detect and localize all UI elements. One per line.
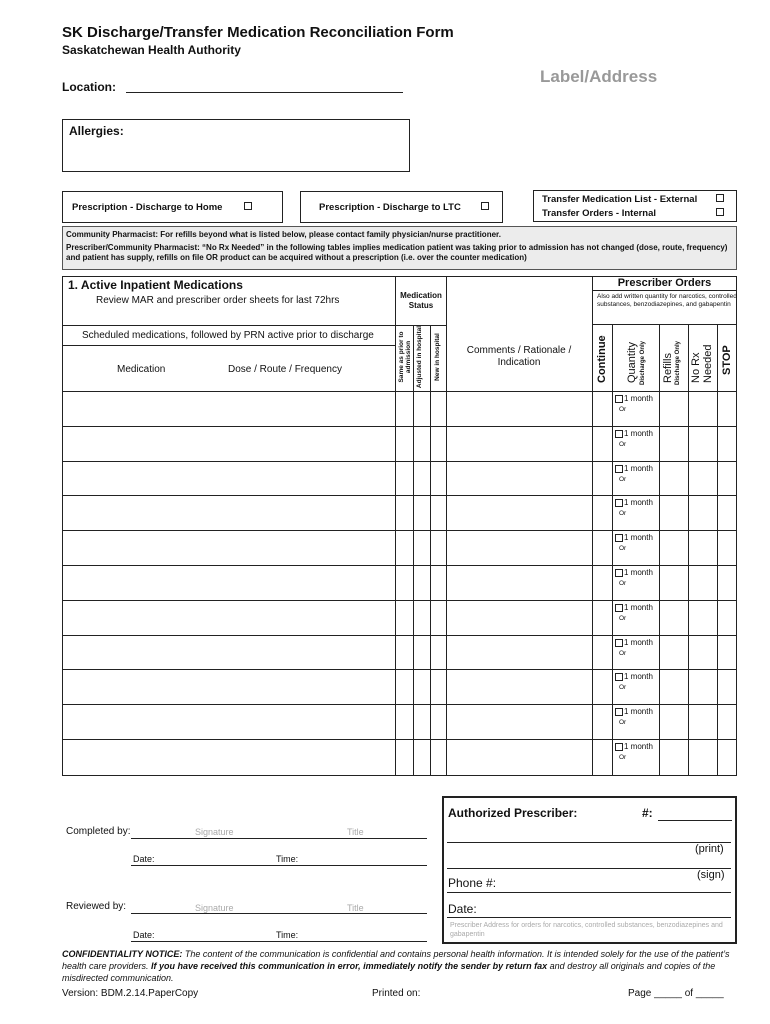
col-dose: Dose / Route / Frequency [228, 364, 342, 375]
discharge-home-checkbox[interactable] [244, 202, 252, 210]
or-label: Or [619, 614, 627, 622]
confidentiality-notice [62, 948, 732, 984]
confidentiality-text-1: The content of the communication is confidential and contains personal health information. It is intended solely for the use of the patient’s health care providers. [62, 949, 730, 971]
prescriber-header-divider [592, 290, 737, 291]
one-month-label: 1 month [624, 463, 653, 473]
col-adjusted: Adjusted in hospital [416, 325, 423, 389]
or-label: Or [619, 440, 627, 448]
prescriber-print-field[interactable] [447, 842, 731, 843]
one-month-checkbox[interactable] [615, 569, 623, 577]
confidentiality-bold: If you have received this communication in error, immediately notify the sender by return fax [151, 961, 548, 971]
section-subtitle: Review MAR and prescriber order sheets for last 72hrs [96, 295, 340, 306]
page-label: Page _____ of _____ [628, 988, 724, 999]
label-address: Label/Address [540, 67, 658, 86]
one-month-checkbox[interactable] [615, 534, 623, 542]
one-month-label: 1 month [624, 742, 653, 751]
confidentiality-lead: CONFIDENTIALITY NOTICE: [62, 949, 183, 959]
prescriber-note: Also add written quantity for narcotics, controlled substances, benzodiazepines, and gabapentin [597, 293, 737, 308]
completed-date-label: Date: [133, 854, 155, 864]
table-row[interactable] [62, 704, 737, 739]
table-row[interactable] [62, 739, 737, 774]
reviewed-by-label: Reviewed by: [66, 901, 127, 912]
one-month-checkbox[interactable] [615, 708, 623, 716]
notice-line-1: Community Pharmacist: For refills beyond what is listed below, please contact family physician/nurse practitioner. [66, 230, 501, 239]
table-row[interactable] [62, 530, 737, 565]
header-divider [62, 325, 395, 326]
prescriber-box [442, 796, 737, 944]
or-label: Or [619, 754, 627, 761]
one-month-label: 1 month [624, 707, 653, 717]
one-month-checkbox[interactable] [615, 430, 623, 438]
location-field[interactable] [126, 92, 403, 93]
allergies-label: Allergies: [69, 124, 124, 138]
confidentiality-text-2: and destroy all originals and copies of the misdirected communication. [62, 961, 716, 983]
table-row[interactable] [62, 669, 737, 704]
table-row[interactable] [62, 391, 737, 426]
allergies-box[interactable] [62, 119, 410, 172]
version-label: Version: BDM.2.14.PaperCopy [62, 988, 199, 999]
discharge-ltc-label: Prescription - Discharge to LTC [319, 202, 461, 213]
col-medication: Medication [117, 364, 166, 375]
one-month-label: 1 month [624, 672, 653, 682]
table-row[interactable] [62, 495, 737, 530]
table-row[interactable] [62, 426, 737, 461]
completed-signature-hint: Signature [195, 827, 234, 837]
table-row[interactable] [62, 635, 737, 670]
one-month-label: 1 month [624, 568, 653, 577]
one-month-checkbox[interactable] [615, 639, 623, 647]
reviewed-date-label: Date: [133, 930, 155, 940]
transfer-external-checkbox[interactable] [716, 194, 724, 202]
col-refills: Refills [662, 353, 674, 383]
or-label: Or [619, 719, 627, 727]
col-same-prior: Same as prior to admission [398, 331, 412, 383]
col-new: New in hospital [434, 333, 441, 381]
one-month-checkbox[interactable] [615, 743, 623, 751]
pharmacist-notice [62, 226, 737, 270]
reviewed-title-hint: Title [347, 903, 364, 913]
completed-by-label: Completed by: [66, 826, 131, 837]
one-month-label: 1 month [624, 533, 653, 543]
date-label: Date: [448, 902, 477, 916]
discharge-ltc-checkbox[interactable] [481, 202, 489, 210]
transfer-options [533, 190, 737, 222]
org-name: Saskatchewan Health Authority [62, 43, 241, 57]
notice-line-2: Prescriber/Community Pharmacist: “No Rx Needed” in the following tables implies medication patient was taking prior to admission has not changed (dose, route, frequency) and patient has supply, refills on file OR product can be acquired without a prescription (i.e. over the counter medication) [66, 243, 728, 262]
one-month-checkbox[interactable] [615, 604, 623, 612]
one-month-label: 1 month [624, 498, 653, 508]
prescriber-number-field[interactable] [658, 820, 732, 821]
completed-title-hint: Title [347, 827, 364, 837]
transfer-internal-checkbox[interactable] [716, 208, 724, 216]
col-quantity: Quantity [626, 342, 638, 383]
printed-on-label: Printed on: [372, 988, 421, 999]
phone-field[interactable] [447, 892, 731, 893]
location-label: Location: [62, 80, 116, 94]
one-month-checkbox[interactable] [615, 499, 623, 507]
transfer-internal-label: Transfer Orders - Internal [542, 208, 657, 219]
one-month-label: 1 month [624, 428, 653, 438]
table-row[interactable] [62, 461, 737, 496]
discharge-home-option[interactable] [62, 191, 283, 223]
col-no-rx: No Rx Needed [690, 344, 714, 383]
one-month-label: 1 month [624, 602, 653, 612]
prescriber-number-label: #: [642, 806, 653, 820]
one-month-checkbox[interactable] [615, 673, 623, 681]
or-label: Or [619, 649, 627, 657]
transfer-external-label: Transfer Medication List - External [542, 194, 698, 205]
one-month-checkbox[interactable] [615, 465, 623, 473]
prescriber-orders-header: Prescriber Orders [617, 277, 712, 289]
form-title: SK Discharge/Transfer Medication Reconciliation Form [62, 24, 454, 41]
completed-time-label: Time: [276, 854, 299, 864]
or-label: Or [619, 510, 627, 518]
prescriber-header-divider [592, 324, 737, 325]
one-month-label: 1 month [624, 394, 653, 403]
or-label: Or [619, 475, 627, 483]
discharge-ltc-option[interactable] [300, 191, 503, 223]
col-stop: STOP [721, 345, 733, 375]
col-continue: Continue [596, 335, 608, 383]
one-month-checkbox[interactable] [615, 395, 623, 403]
med-status-header: Medication Status [400, 291, 442, 310]
col-comments: Comments / Rationale / Indication [466, 345, 572, 368]
completed-by-field[interactable] [131, 838, 427, 839]
or-label: Or [619, 684, 627, 692]
table-row[interactable] [62, 565, 737, 600]
reviewed-signature-hint: Signature [195, 903, 234, 913]
print-label: (print) [695, 843, 724, 855]
authorized-prescriber-label: Authorized Prescriber: [448, 806, 578, 820]
phone-label: Phone #: [448, 876, 497, 890]
header-divider [62, 345, 395, 346]
completed-date-time-field[interactable] [131, 865, 427, 866]
or-label: Or [619, 545, 627, 553]
col-refills-sub: Discharge Only [675, 340, 681, 385]
prescriber-sign-field[interactable] [447, 868, 731, 869]
reviewed-time-label: Time: [276, 930, 299, 940]
or-label: Or [619, 406, 627, 413]
table-row[interactable] [62, 600, 737, 635]
reviewed-date-time-field[interactable] [131, 941, 427, 942]
reviewed-by-field[interactable] [131, 913, 427, 914]
scheduled-note: Scheduled medications, followed by PRN active prior to discharge [82, 330, 374, 341]
date-field[interactable] [447, 917, 731, 918]
section-title: 1. Active Inpatient Medications [68, 278, 243, 292]
col-quantity-sub: Discharge Only [640, 340, 646, 385]
discharge-home-label: Prescription - Discharge to Home [72, 202, 223, 213]
prescriber-address-note: Prescriber Address for orders for narcotics, controlled substances, benzodiazepines and gabapentin [450, 922, 723, 938]
sign-label: (sign) [697, 869, 725, 881]
or-label: Or [619, 580, 627, 587]
one-month-label: 1 month [624, 637, 653, 647]
